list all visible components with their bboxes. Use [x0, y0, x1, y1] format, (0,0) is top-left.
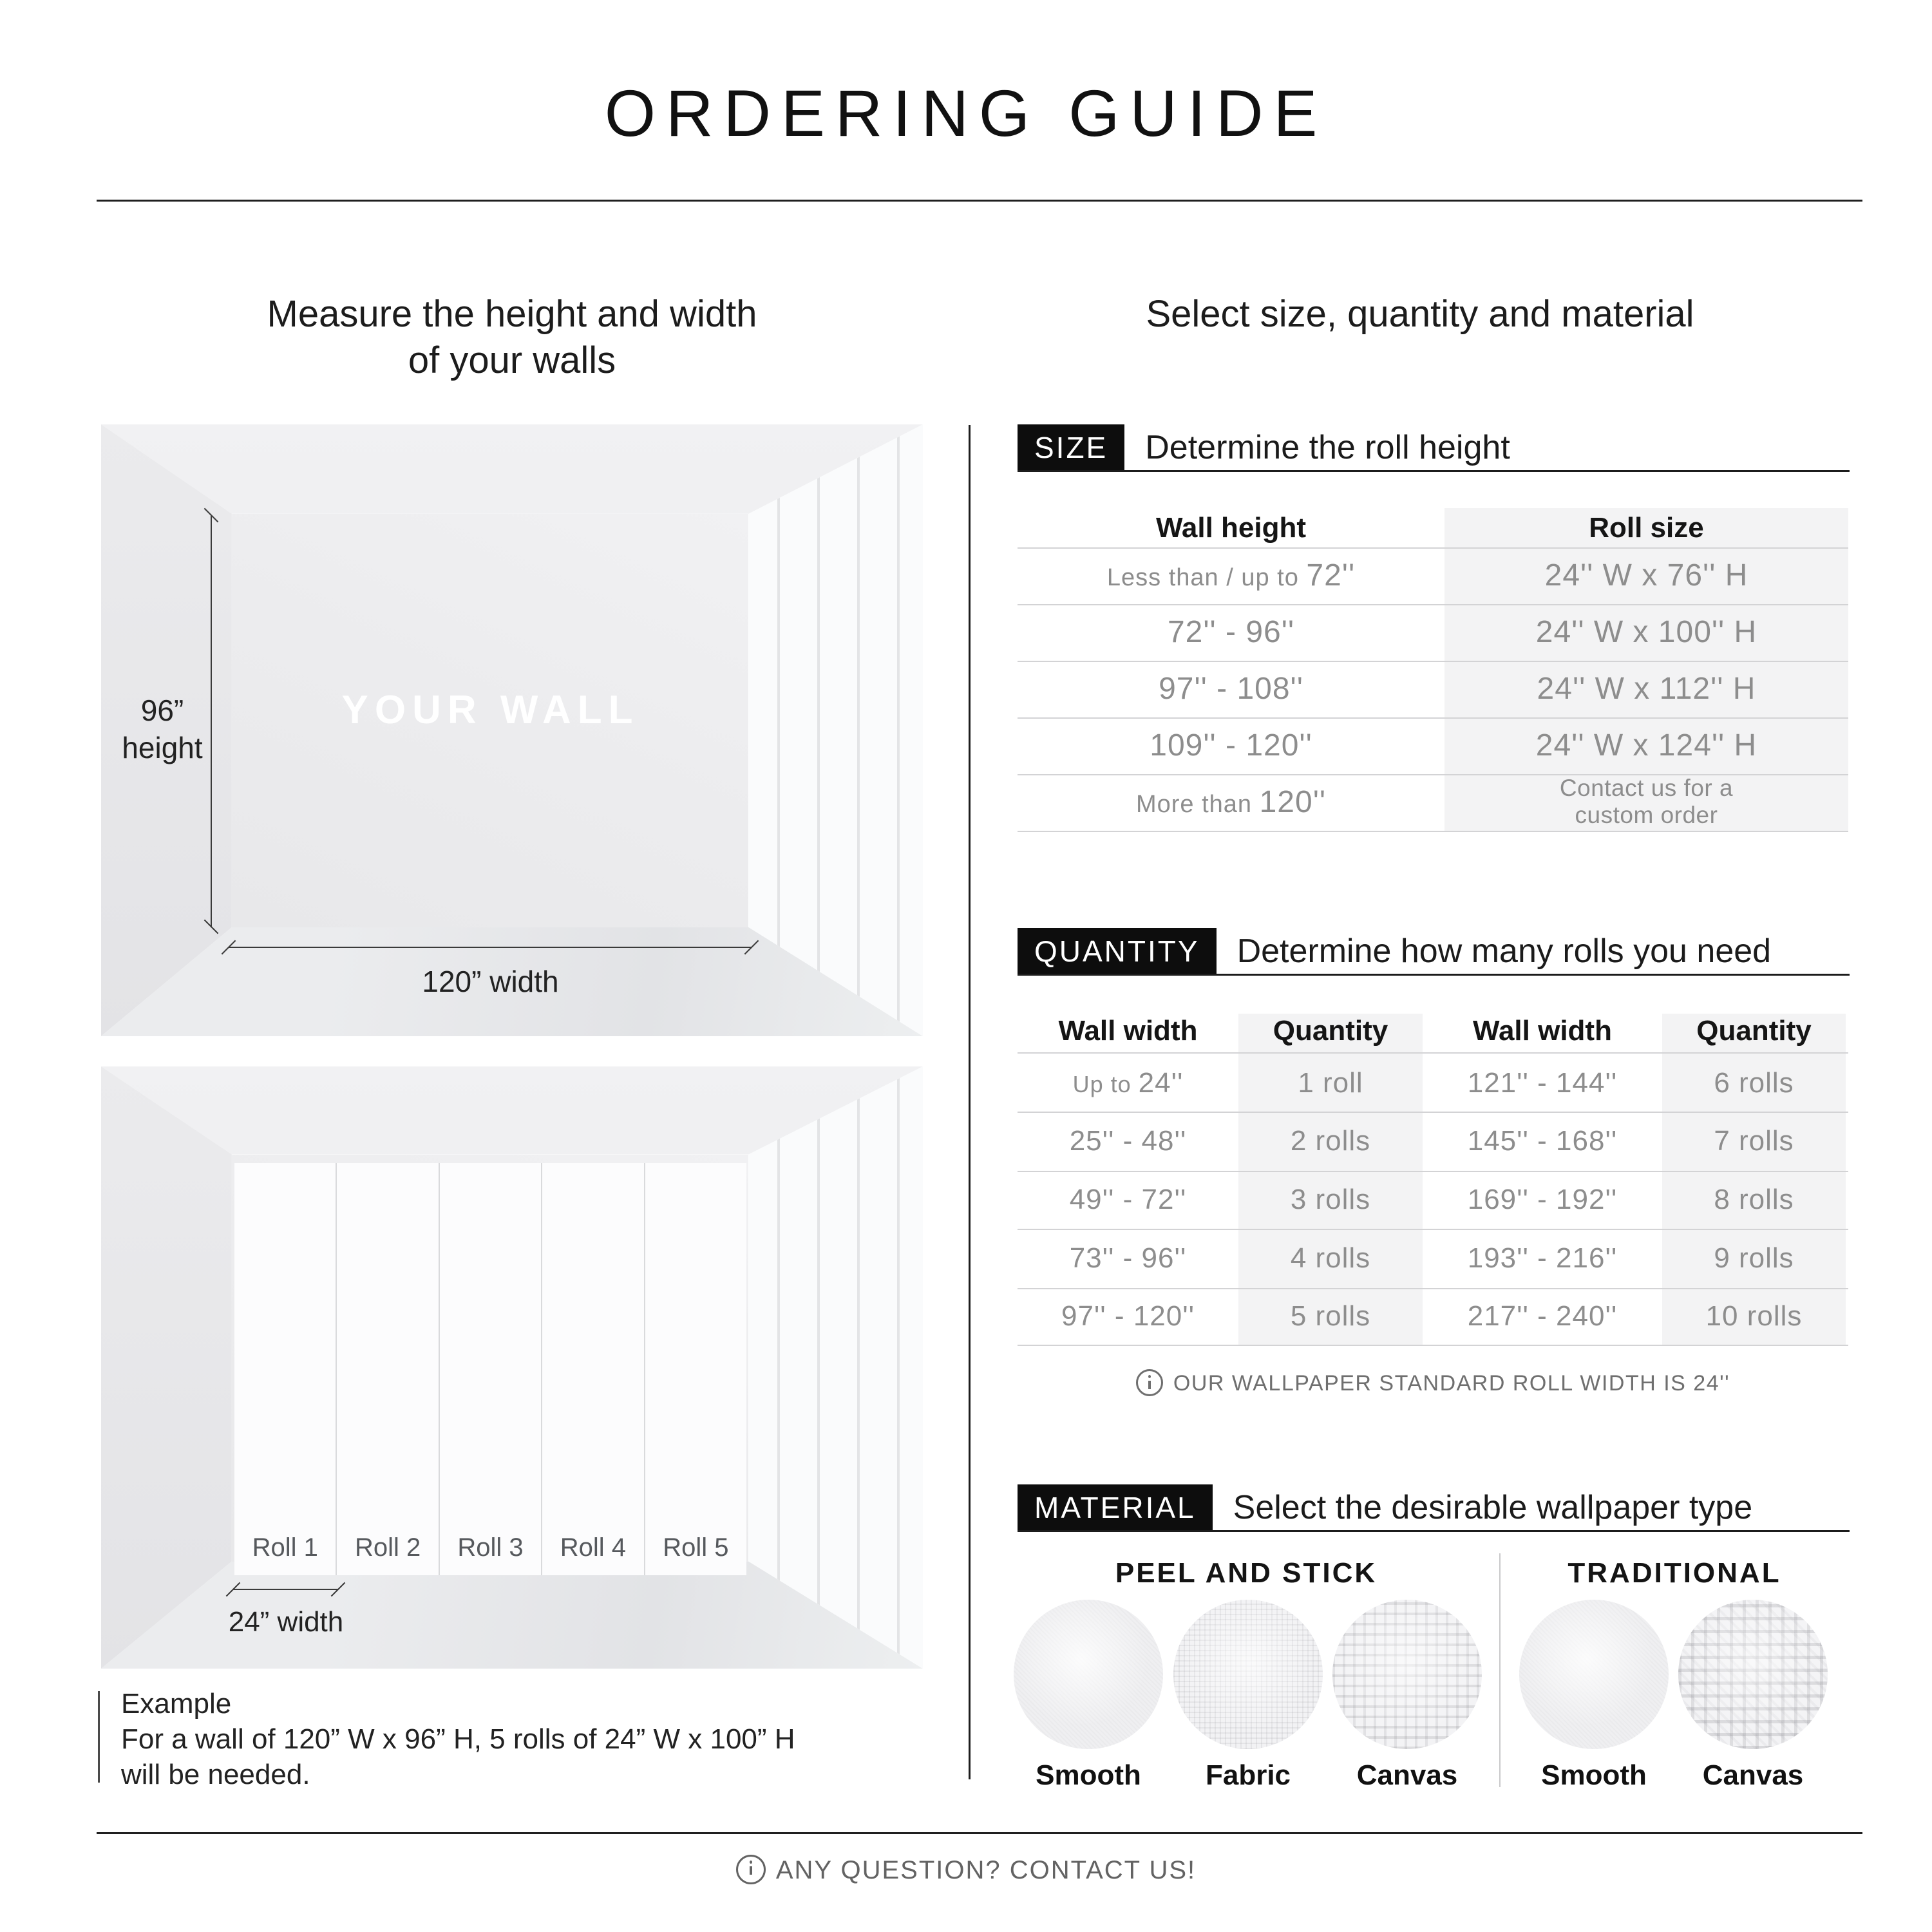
quantity-header-wall-width-2: Wall width — [1473, 1015, 1612, 1046]
roll-label: Roll 2 — [354, 1533, 421, 1562]
size-row-separator — [1018, 604, 1848, 605]
example-title: Example — [121, 1688, 232, 1719]
page-title: ORDERING GUIDE — [604, 77, 1328, 150]
quantity-cell: 4 rolls — [1290, 1242, 1371, 1274]
quantity-cell: 6 rolls — [1714, 1067, 1794, 1099]
size-wall-height-cell: More than 120'' — [1135, 785, 1327, 819]
wall-width-label: 120” width — [422, 965, 559, 998]
right-column-heading: Select size, quantity and material — [1146, 293, 1694, 335]
swatch-smooth-peel-and-stick — [1014, 1600, 1163, 1749]
size-roll-size-cell: 24'' W x 112'' H — [1537, 672, 1756, 706]
quantity-row-separator — [1018, 1229, 1848, 1230]
size-roll-size-cell: 24'' W x 76'' H — [1544, 558, 1748, 592]
roll-label: Roll 3 — [457, 1533, 524, 1562]
room-illustration-rolls — [101, 1066, 923, 1669]
example-accent-bar — [98, 1691, 100, 1783]
swatch-canvas-peel-and-stick — [1332, 1600, 1482, 1749]
quantity-cell: 3 rolls — [1290, 1184, 1371, 1215]
width-dimension-line — [229, 947, 752, 948]
roll-panel — [645, 1163, 746, 1575]
size-wall-height-cell: 72'' - 96'' — [1167, 615, 1295, 649]
size-subtitle: Determine the roll height — [1145, 428, 1510, 466]
swatch-smooth-traditional — [1519, 1600, 1669, 1749]
quantity-header-quantity-2: Quantity — [1696, 1015, 1812, 1046]
wall-height-word: height — [122, 731, 203, 764]
roll-width-dimension-line — [233, 1589, 338, 1590]
quantity-cell: 2 rolls — [1290, 1125, 1371, 1157]
material-badge: MATERIAL — [1018, 1484, 1213, 1530]
quantity-wall-width-cell: 193'' - 216'' — [1467, 1242, 1618, 1274]
size-col1-header: Wall height — [1155, 512, 1307, 544]
roll-label: Roll 4 — [560, 1533, 627, 1562]
quantity-row-separator — [1018, 1171, 1848, 1172]
example-text-line2: will be needed. — [121, 1759, 310, 1790]
size-badge: SIZE — [1018, 424, 1124, 470]
quantity-section-header — [1018, 928, 1850, 976]
info-icon — [736, 1855, 766, 1884]
quantity-wall-width-cell: 73'' - 96'' — [1069, 1242, 1187, 1274]
example-block — [121, 1686, 926, 1792]
footer-divider — [97, 1832, 1862, 1834]
quantity-cell: 7 rolls — [1714, 1125, 1794, 1157]
roll-label: Roll 5 — [663, 1533, 729, 1562]
wall-height-value: 96” — [140, 694, 184, 727]
quantity-cell: 8 rolls — [1714, 1184, 1794, 1215]
size-col2-header: Roll size — [1589, 512, 1704, 544]
roll-panel — [234, 1163, 337, 1575]
swatch-label: Smooth — [1541, 1759, 1647, 1791]
quantity-subtitle: Determine how many rolls you need — [1236, 932, 1772, 970]
swatch-label: Canvas — [1356, 1759, 1458, 1791]
size-roll-size-cell: 24'' W x 124'' H — [1535, 728, 1757, 762]
roll-width-label: 24” width — [228, 1606, 344, 1638]
quantity-row-separator — [1018, 1112, 1848, 1113]
quantity-wall-width-cell: Up to 24'' — [1072, 1067, 1184, 1099]
swatch-fabric-peel-and-stick — [1173, 1600, 1323, 1749]
quantity-header-wall-width-1: Wall width — [1058, 1015, 1198, 1046]
quantity-wall-width-cell: 145'' - 168'' — [1467, 1125, 1618, 1157]
size-wall-height-cell: 97'' - 108'' — [1159, 672, 1303, 706]
left-heading-line1: Measure the height and width — [267, 293, 757, 335]
quantity-cell: 5 rolls — [1290, 1300, 1371, 1332]
material-subtitle: Select the desirable wallpaper type — [1233, 1488, 1753, 1526]
roll-panel — [542, 1163, 645, 1575]
swatch-label: Fabric — [1205, 1759, 1291, 1791]
quantity-cell: 10 rolls — [1705, 1300, 1803, 1332]
footer-contact-note: ANY QUESTION? CONTACT US! — [0, 1855, 1932, 1885]
swatch-canvas-traditional — [1678, 1600, 1828, 1749]
wall-height-label — [108, 692, 217, 766]
info-icon — [1136, 1369, 1163, 1396]
quantity-wall-width-cell: 217'' - 240'' — [1467, 1300, 1618, 1332]
room-illustration-measure — [101, 424, 923, 1036]
size-roll-size-cell: Contact us for a custom order — [1559, 775, 1734, 828]
size-row-separator — [1018, 661, 1848, 662]
quantity-row-separator — [1018, 1345, 1848, 1346]
size-row-separator — [1018, 717, 1848, 719]
swatch-label: Canvas — [1702, 1759, 1804, 1791]
quantity-wall-width-cell: 97'' - 120'' — [1061, 1300, 1195, 1332]
roll-label: Roll 1 — [252, 1533, 318, 1562]
your-wall-label: YOUR WALL — [341, 688, 639, 732]
material-group-divider — [1499, 1553, 1501, 1787]
size-section-header — [1018, 424, 1850, 472]
quantity-cell: 1 roll — [1298, 1067, 1363, 1099]
left-heading-line2: of your walls — [408, 339, 616, 381]
top-divider — [97, 200, 1862, 202]
roll-width-note: OUR WALLPAPER STANDARD ROLL WIDTH IS 24'' — [1018, 1369, 1848, 1396]
roll-panels — [234, 1163, 746, 1575]
size-roll-size-cell: 24'' W x 100'' H — [1535, 615, 1757, 649]
size-wall-height-cell: 109'' - 120'' — [1150, 728, 1312, 762]
traditional-group-title: TRADITIONAL — [1567, 1557, 1781, 1589]
size-row-separator — [1018, 831, 1848, 832]
column-divider — [969, 425, 971, 1779]
quantity-header-quantity-1: Quantity — [1273, 1015, 1388, 1046]
size-wall-height-cell: Less than / up to 72'' — [1106, 558, 1356, 592]
quantity-cell: 9 rolls — [1714, 1242, 1794, 1274]
quantity-row-separator — [1018, 1052, 1848, 1054]
quantity-wall-width-cell: 25'' - 48'' — [1069, 1125, 1187, 1157]
roll-panel — [337, 1163, 439, 1575]
example-text-line1: For a wall of 120” W x 96” H, 5 rolls of 24” W x 100” H — [121, 1723, 795, 1755]
size-row-separator — [1018, 547, 1848, 549]
peel-and-stick-group-title: PEEL AND STICK — [1115, 1557, 1378, 1589]
left-column-heading — [100, 291, 924, 384]
roll-panel — [440, 1163, 542, 1575]
quantity-wall-width-cell: 49'' - 72'' — [1069, 1184, 1187, 1215]
quantity-row-separator — [1018, 1288, 1848, 1289]
material-section-header — [1018, 1484, 1850, 1532]
swatch-label: Smooth — [1036, 1759, 1141, 1791]
quantity-wall-width-cell: 169'' - 192'' — [1467, 1184, 1618, 1215]
quantity-wall-width-cell: 121'' - 144'' — [1467, 1067, 1618, 1099]
quantity-badge: QUANTITY — [1018, 928, 1217, 974]
